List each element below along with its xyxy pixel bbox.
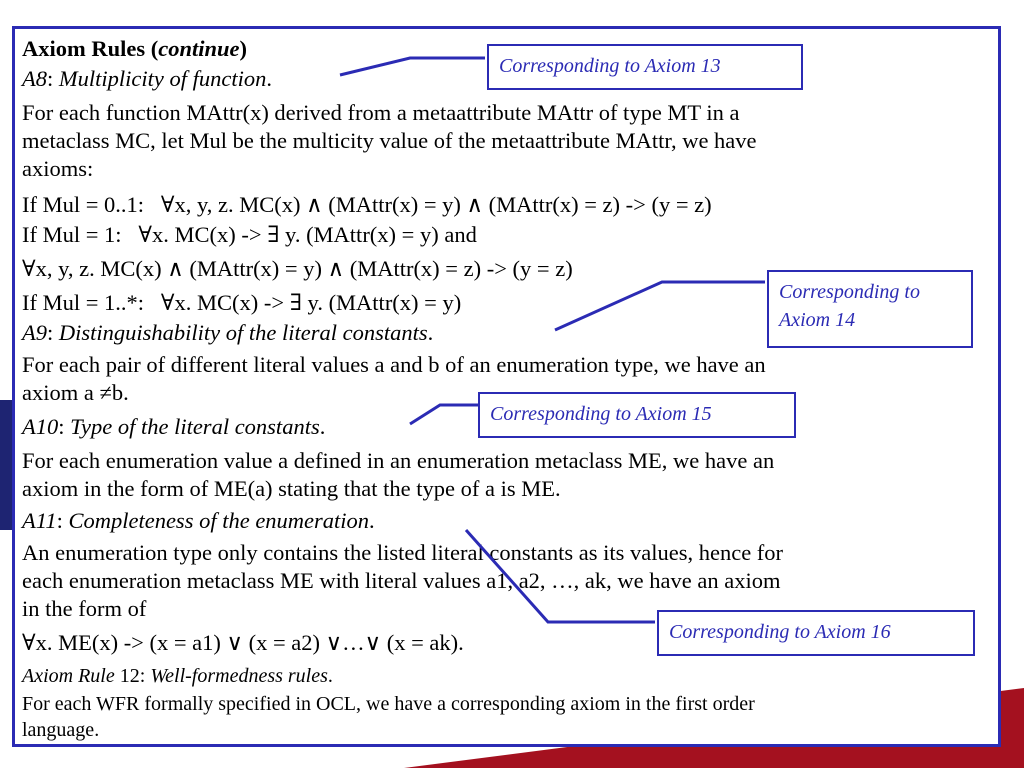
a11-desc-3: in the form of [22,596,147,621]
a8-desc-1: For each function MAttr(x) derived from a metaattribute MAttr of type MT in a [22,100,740,125]
a11-desc-1: An enumeration type only contains the listed literal constants as its values, hence for [22,540,784,565]
a8-rule-3: ∀x, y, z. MC(x) ∧ (MAttr(x) = y) ∧ (MAttr(x) = z) -> (y = z) [22,256,573,281]
a8-desc-3: axioms: [22,156,94,181]
a8-desc-2: metaclass MC, let Mul be the multicity value of the metaattribute MAttr, we have [22,128,757,153]
ar12-desc-2: language. [22,719,100,741]
a9-heading: A9: Distinguishability of the literal constants. [22,320,434,345]
callout-axiom-16: Corresponding to Axiom 16 [657,610,975,656]
a11-heading: A11: Completeness of the enumeration. [22,508,375,533]
callout-axiom-13: Corresponding to Axiom 13 [487,44,803,90]
a11-desc-2: each enumeration metaclass ME with literal values a1, a2, …, ak, we have an axiom [22,568,781,593]
callout-axiom-14: Corresponding to Axiom 14 [767,270,973,348]
a9-desc-1: For each pair of different literal values a and b of an enumeration type, we have an [22,352,766,377]
a10-desc-2: axiom in the form of ME(a) stating that the type of a is ME. [22,476,561,501]
a10-desc-1: For each enumeration value a defined in an enumeration metaclass ME, we have an [22,448,775,473]
a8-rule-1: If Mul = 0..1: ∀x, y, z. MC(x) ∧ (MAttr(x) = y) ∧ (MAttr(x) = z) -> (y = z) [22,192,712,217]
a10-heading: A10: Type of the literal constants. [22,414,326,439]
a8-rule-4: If Mul = 1..*: ∀x. MC(x) -> ∃ y. (MAttr(x) = y) [22,290,462,315]
slide-title: Axiom Rules (continue) [22,36,248,61]
ar12-heading: Axiom Rule 12: Well-formedness rules. [22,665,333,687]
ar12-desc-1: For each WFR formally specified in OCL, we have a corresponding axiom in the first order [22,693,755,715]
callout-axiom-15: Corresponding to Axiom 15 [478,392,796,438]
a8-heading: A8: Multiplicity of function. [22,66,272,91]
a8-rule-2: If Mul = 1: ∀x. MC(x) -> ∃ y. (MAttr(x) = y) and [22,222,477,247]
a9-desc-2: axiom a ≠b. [22,380,129,405]
a11-rule: ∀x. ME(x) -> (x = a1) ∨ (x = a2) ∨…∨ (x = ak). [22,630,464,655]
